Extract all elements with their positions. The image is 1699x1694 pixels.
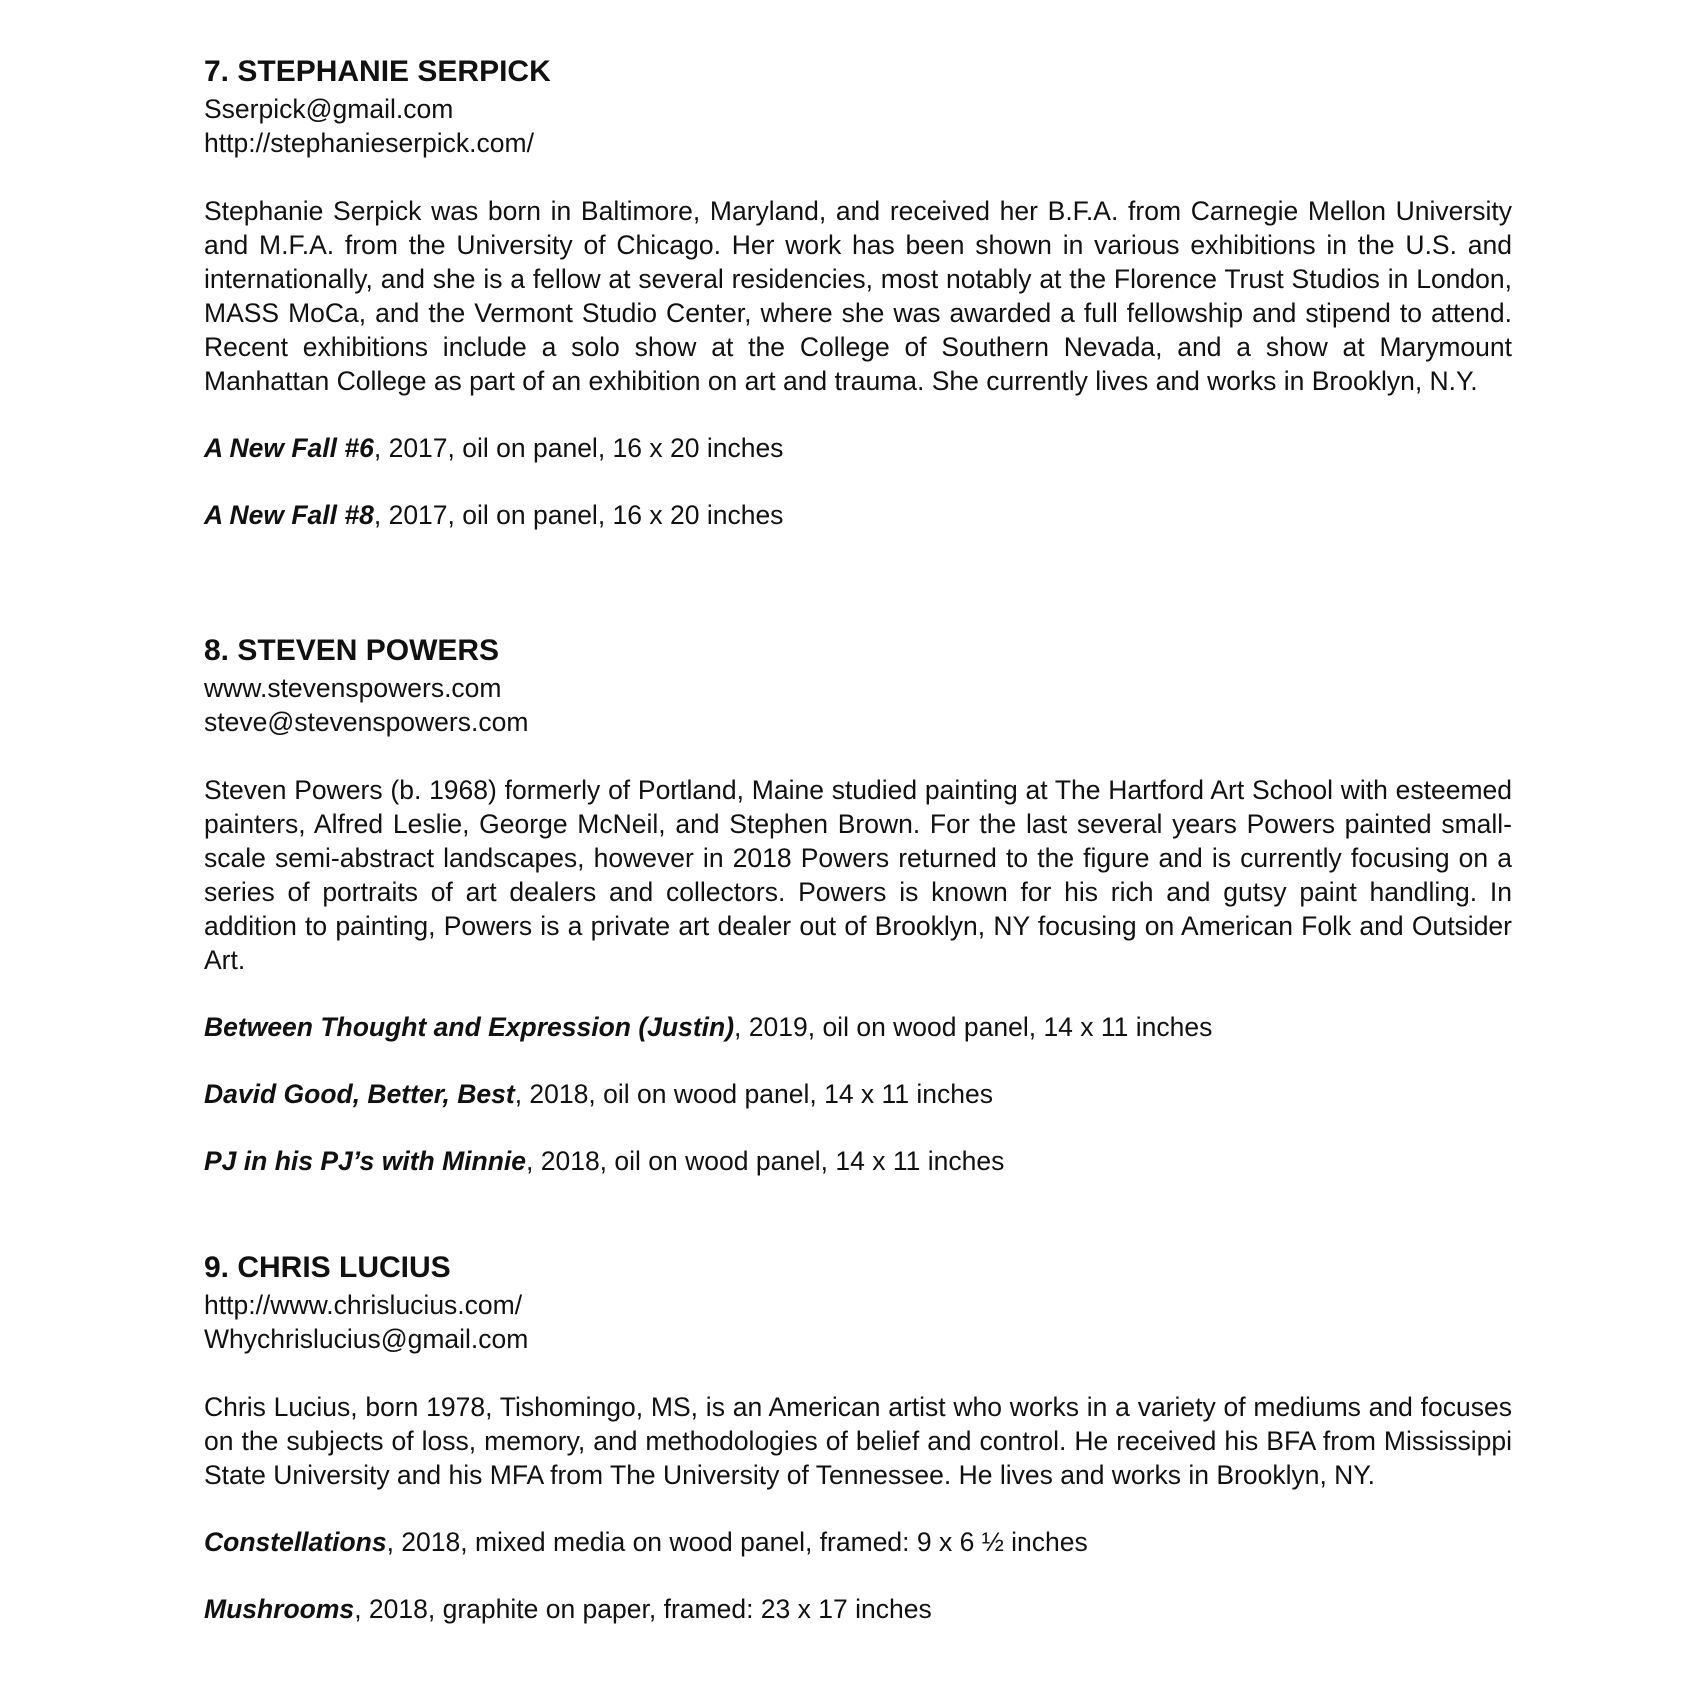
- artwork-title: David Good, Better, Best: [204, 1079, 515, 1109]
- artwork-details: , 2017, oil on panel, 16 x 20 inches: [373, 500, 784, 530]
- artwork-details: , 2019, oil on wood panel, 14 x 11 inches: [734, 1012, 1213, 1042]
- artist-heading: 8. STEVEN POWERS: [204, 634, 500, 667]
- artwork-item: [204, 498, 1512, 532]
- artwork-item: [204, 1525, 1512, 1559]
- artist-website: http://www.chrislucius.com/: [204, 1290, 523, 1320]
- artist-website: http://stephanieserpick.com/: [204, 128, 534, 158]
- artwork-item: [204, 1077, 1512, 1111]
- artwork-details: , 2018, graphite on paper, framed: 23 x 17 inches: [354, 1594, 932, 1624]
- artist-email: Whychrislucius@gmail.com: [204, 1324, 529, 1354]
- artwork-details: , 2018, oil on wood panel, 14 x 11 inches: [514, 1079, 994, 1109]
- artwork-title: Between Thought and Expression (Justin): [204, 1012, 735, 1042]
- artist-bio: Stephanie Serpick was born in Baltimore, Maryland, and received her B.F.A. from Carnegie Mellon University and M.F.A. from the University of Chicago. Her work has been shown in various exhibitions in the U.S. and internationally, and she is a fellow at several residencies, most notably at the Florence Trust Studios in London, MASS MoCa, and the Vermont Studio Center, where she was awarded a full fellowship and stipend to attend. Recent exhibitions include a solo show at the College of Southern Nevada, and a show at Marymount Manhattan College as part of an exhibition on art and trauma. She currently lives and works in Brooklyn, N.Y.: [204, 196, 1512, 396]
- artist-entry-lucius: [204, 1248, 1512, 1626]
- artist-bio: Steven Powers (b. 1968) formerly of Portland, Maine studied painting at The Hartford Art School with esteemed painters, Alfred Leslie, George McNeil, and Stephen Brown. For the last several years Powers painted small-scale semi-abstract landscapes, however in 2018 Powers returned to the figure and is currently focusing on a series of portraits of art dealers and collectors. Powers is known for his rich and gutsy paint handling. In addition to painting, Powers is a private art dealer out of Brooklyn, NY focusing on American Folk and Outsider Art.: [204, 775, 1512, 975]
- artist-heading: 9. CHRIS LUCIUS: [204, 1251, 451, 1284]
- artwork-title: A New Fall #6: [204, 433, 374, 463]
- artwork-details: , 2017, oil on panel, 16 x 20 inches: [373, 433, 784, 463]
- artwork-item: [204, 1010, 1512, 1044]
- artist-email: Sserpick@gmail.com: [204, 94, 454, 124]
- artist-entry-powers: [204, 631, 1512, 1178]
- artist-entry-serpick: [204, 52, 1512, 532]
- artist-website: www.stevenspowers.com: [204, 673, 502, 703]
- artwork-item: [204, 431, 1512, 465]
- artist-email: steve@stevenspowers.com: [204, 707, 529, 737]
- artwork-details: , 2018, oil on wood panel, 14 x 11 inches: [526, 1146, 1005, 1176]
- artwork-item: [204, 1592, 1512, 1626]
- artwork-title: Mushrooms: [204, 1594, 355, 1624]
- artwork-details: , 2018, mixed media on wood panel, framed: 9 x 6 ½ inches: [386, 1527, 1088, 1557]
- artwork-title: PJ in his PJ’s with Minnie: [204, 1146, 526, 1176]
- artwork-title: A New Fall #8: [204, 500, 374, 530]
- artist-bio: Chris Lucius, born 1978, Tishomingo, MS, is an American artist who works in a variety of mediums and focuses on the subjects of loss, memory, and methodologies of belief and control. He received his BFA from Mississippi State University and his MFA from The University of Tennessee. He lives and works in Brooklyn, NY.: [204, 1392, 1512, 1490]
- artist-heading: 7. STEPHANIE SERPICK: [204, 55, 551, 88]
- artwork-title: Constellations: [204, 1527, 387, 1557]
- artwork-item: [204, 1144, 1512, 1178]
